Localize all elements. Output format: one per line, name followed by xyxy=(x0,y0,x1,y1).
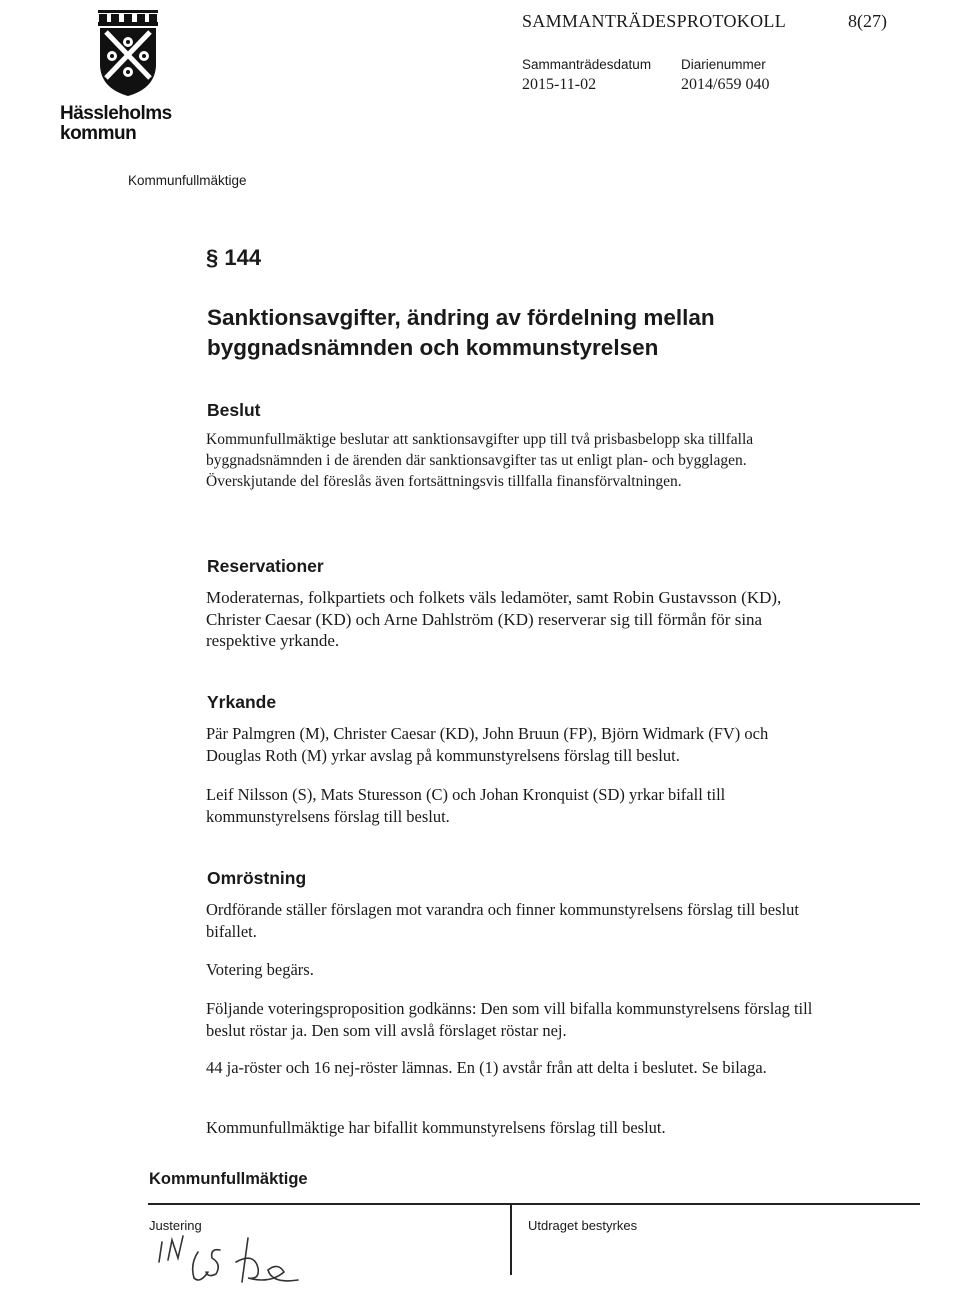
page-number: 8(27) xyxy=(848,11,887,31)
organization-name: Hässleholms kommun xyxy=(60,103,172,144)
signature-initials xyxy=(150,1232,310,1302)
yrkande-paragraph: Pär Palmgren (M), Christer Caesar (KD), John Bruun (FP), Björn Widmark (FV) och Douglas Roth (M) yrkar avslag på kommunstyrelsens förslag till beslut. xyxy=(206,724,769,765)
yrkande-paragraph: Leif Nilsson (S), Mats Sturesson (C) och Johan Kronquist (SD) yrkar bifall till kommunstyrelsens förslag till beslut. xyxy=(206,785,726,826)
item-title: Sanktionsavgifter, ändring av fördelning mellan byggnadsnämnden och kommunstyrelsen xyxy=(207,305,715,360)
omrostning-paragraph: Kommunfullmäktige har bifallit kommunstyrelsens förslag till beslut. xyxy=(206,1118,666,1137)
organizational-unit: Kommunfullmäktige xyxy=(128,173,247,188)
beslut-text: Kommunfullmäktige beslutar att sanktionsavgifter upp till två prisbasbelopp ska tillfalla byggnadsnämnden i de ärenden där sanktionsavgifter tas ut enligt plan- och bygglagen. Överskjutande del föreslås även fortsättningsvis tillfalla finansförvaltningen. xyxy=(206,431,754,490)
omrostning-paragraph: Följande voteringsproposition godkänns: Den som vill bifalla kommunstyrelsens förslag till beslut röstar ja. Den som vill avslå förslaget röstar nej. xyxy=(206,999,813,1040)
footer-divider-line xyxy=(148,1203,920,1205)
meeting-date-label: Sammanträdesdatum xyxy=(522,57,652,72)
document-type: SAMMANTRÄDESPROTOKOLL xyxy=(522,11,786,31)
omrostning-paragraph: Ordförande ställer förslagen mot varandra och finner kommunstyrelsens förslag till beslut bifallet. xyxy=(206,900,799,941)
omrostning-paragraph: 44 ja-röster och 16 nej-röster lämnas. En (1) avstår från att delta i beslutet. Se bilaga. xyxy=(206,1058,767,1077)
coat-of-arms-logo xyxy=(96,8,160,98)
omrostning-heading: Omröstning xyxy=(207,868,307,888)
meeting-date-value: 2015-11-02 xyxy=(522,76,597,93)
footer-column-divider xyxy=(510,1203,512,1275)
footer-organizational-unit: Kommunfullmäktige xyxy=(149,1170,308,1188)
paragraph-number: § 144 xyxy=(206,245,262,270)
omrostning-paragraph: Votering begärs. xyxy=(206,960,314,979)
registration-number-label: Diarienummer xyxy=(681,57,766,72)
registration-number-value: 2014/659 040 xyxy=(681,76,770,93)
yrkande-heading: Yrkande xyxy=(207,692,277,712)
beslut-heading: Beslut xyxy=(207,400,261,420)
reservationer-text: Moderaternas, folkpartiets och folkets väls ledamöter, samt Robin Gustavsson (KD), Christer Caesar (KD) och Arne Dahlström (KD) reserverar sig till förmån för sina respektive yrkande. xyxy=(206,588,782,650)
utdraget-bestyrkes-label: Utdraget bestyrkes xyxy=(528,1218,638,1233)
reservationer-heading: Reservationer xyxy=(207,556,324,576)
justering-label: Justering xyxy=(149,1218,202,1233)
